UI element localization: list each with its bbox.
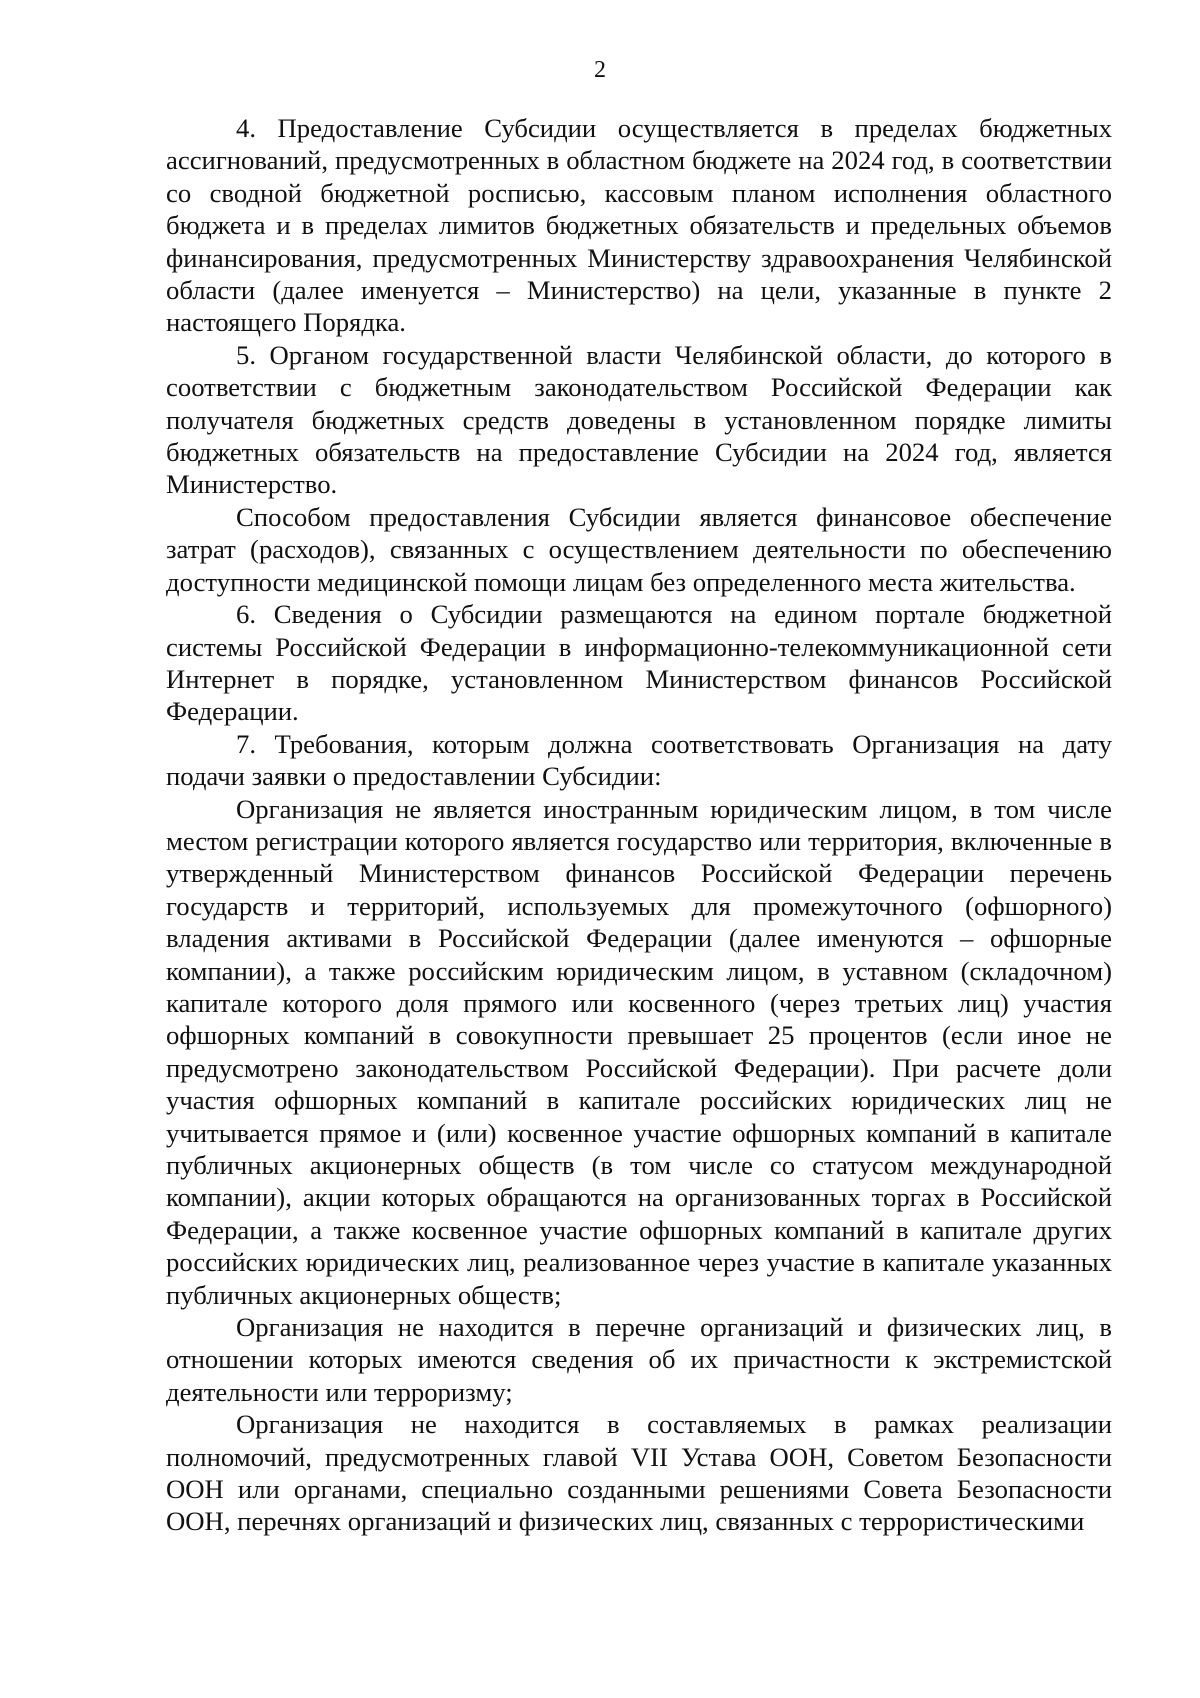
paragraph-offshore-requirement: Организация не является иностранным юридическим лицом, в том числе местом регистрации которого является государство или территория, включенные в утвержденный Министерством финансов Российской Федерации перечень государств и территорий, используемых для промежуточного (офшорного) владения активами в Российской Федерации (далее именуются – офшорные компании), а также российским юридическим лицом, в уставном (складочном) капитале которого доля прямого или косвенного (через третьих лиц) участия офшорных компаний в совокупности превышает 25 процентов (если иное не предусмотрено законодательством Российской Федерации). При расчете доли участия офшорных компаний в капитале российских юридических лиц не учитывается прямое и (или) косвенное участие офшорных компаний в капитале публичных акционерных обществ (в том числе со статусом международной компании), акции которых обращаются на организованных торгах в Российской Федерации, а также косвенное участие офшорных компаний в капитале других российских юридических лиц, реализованное через участие в капитале указанных публичных акционерных обществ; bbox=[166, 793, 1112, 1310]
page-number: 2 bbox=[594, 57, 606, 83]
paragraph-7-requirements: 7. Требования, которым должна соответствовать Организация на дату подачи заявки о предоставлении Субсидии: bbox=[166, 728, 1112, 792]
paragraph-5-authority: 5. Органом государственной власти Челябинской области, до которого в соответствии с бюджетным законодательством Российской Федерации как получателя бюджетных средств доведены в установленном порядке лимиты бюджетных обязательств на предоставление Субсидии на 2024 год, является Министерство. bbox=[166, 339, 1112, 500]
paragraph-4-budget: 4. Предоставление Субсидии осуществляется в пределах бюджетных ассигнований, предусмотренных в областном бюджете на 2024 год, в соответствии со сводной бюджетной росписью, кассовым планом исполнения областного бюджета и в пределах лимитов бюджетных обязательств и предельных объемов финансирования, предусмотренных Министерству здравоохранения Челябинской области (далее именуется – Министерство) на цели, указанные в пункте 2 настоящего Порядка. bbox=[166, 113, 1112, 338]
paragraph-subsidy-method: Способом предоставления Субсидии является финансовое обеспечение затрат (расходов), связанных с осуществлением деятельности по обеспечению доступности медицинской помощи лицам без определенного места жительства. bbox=[166, 501, 1112, 597]
paragraph-6-publication: 6. Сведения о Субсидии размещаются на едином портале бюджетной системы Российской Федерации в информационно-телекоммуникационной сети Интернет в порядке, установленном Министерством финансов Российской Федерации. bbox=[166, 599, 1112, 727]
paragraph-un-lists-requirement: Организация не находится в составляемых в рамках реализации полномочий, предусмотренных главой VII Устава ООН, Советом Безопасности ООН или органами, специально созданными решениями Совета Безопасности ООН, перечнях организаций и физических лиц, связанных с террористическими bbox=[166, 1409, 1112, 1537]
paragraph-extremism-requirement: Организация не находится в перечне организаций и физических лиц, в отношении которых имеются сведения об их причастности к экстремистской деятельности или терроризму; bbox=[166, 1312, 1112, 1407]
document-body bbox=[166, 112, 1112, 1538]
